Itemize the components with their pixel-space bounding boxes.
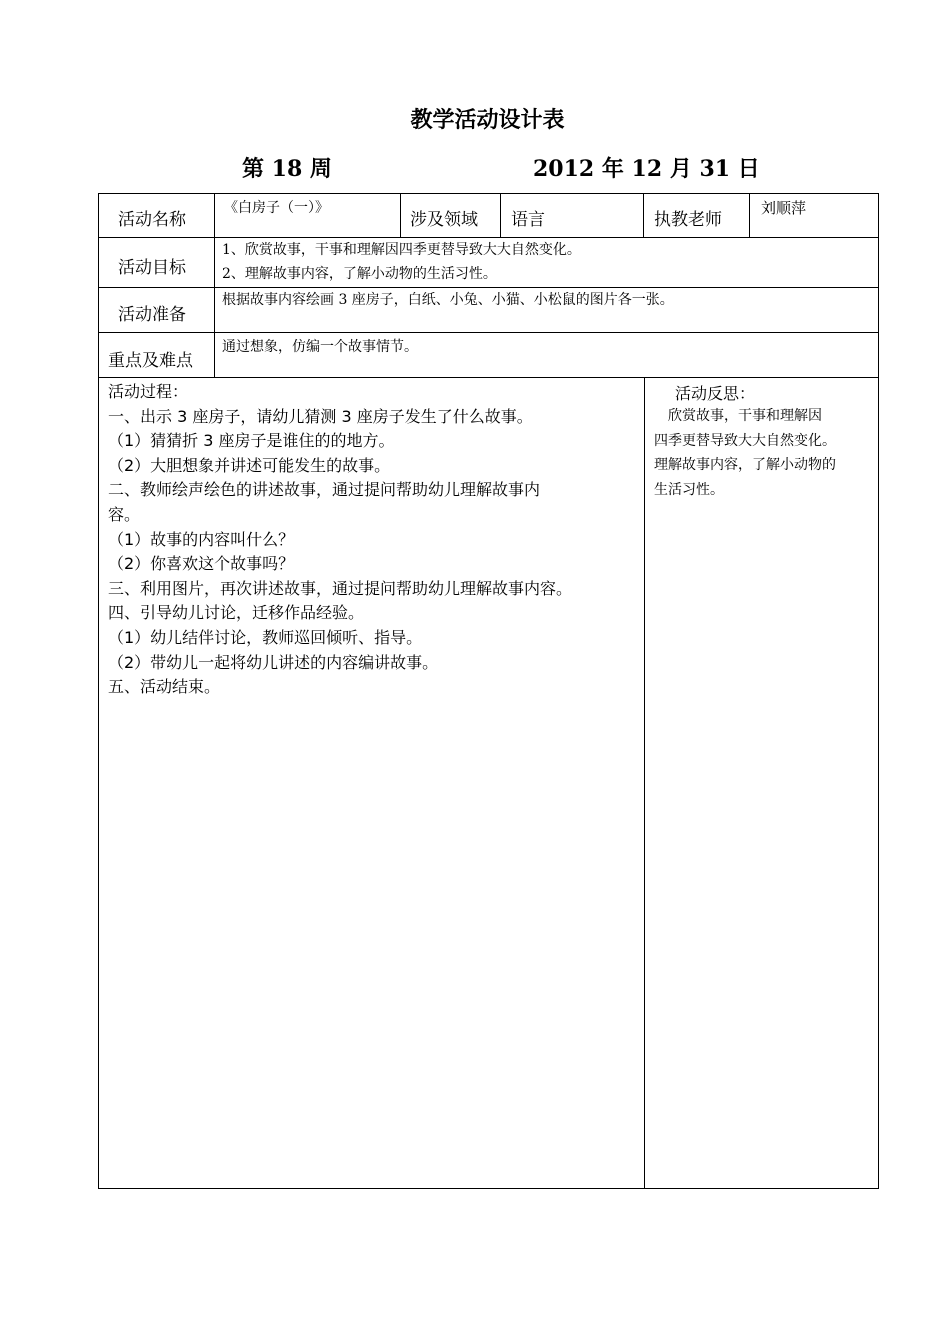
week-label: 第 18 周 bbox=[242, 156, 332, 182]
process-line: 活动过程： bbox=[108, 382, 189, 401]
process-line: 容。 bbox=[108, 504, 141, 524]
process-line: （2）带幼儿一起将幼儿讲述的内容编讲故事。 bbox=[108, 652, 439, 672]
prep-label: 活动准备 bbox=[118, 305, 186, 325]
domain-label: 涉及领域 bbox=[410, 210, 478, 230]
date-label: 2012 年 12 月 31 日 bbox=[533, 156, 760, 182]
prep-value: 根据故事内容绘画 3 座房子，白纸、小兔、小猫、小松鼠的图片各一张。 bbox=[222, 292, 674, 308]
process-line: 二、教师绘声绘色的讲述故事，通过提问帮助幼儿理解故事内 bbox=[108, 480, 541, 500]
reflection-line: 生活习性。 bbox=[654, 481, 724, 498]
process-line: 一、出示 3 座房子，请幼儿猜测 3 座房子发生了什么故事。 bbox=[108, 406, 533, 426]
process-line: （1）幼儿结伴讨论，教师巡回倾听、指导。 bbox=[108, 627, 423, 647]
teacher-label: 执教老师 bbox=[654, 210, 722, 230]
activity-name-value: 《白房子（一）》 bbox=[224, 200, 329, 216]
col-divider bbox=[644, 377, 645, 1189]
teacher-value: 刘顺萍 bbox=[761, 199, 807, 217]
page-title: 教学活动设计表 bbox=[410, 107, 565, 133]
activity-name-label: 活动名称 bbox=[118, 210, 186, 230]
process-line: （2）大胆想象并讲述可能发生的故事。 bbox=[108, 455, 391, 475]
goal-line: 1、欣赏故事，干事和理解因四季更替导致大大自然变化。 bbox=[222, 242, 581, 258]
col-divider bbox=[749, 193, 750, 237]
row-divider bbox=[98, 377, 879, 378]
process-line: 四、引导幼儿讨论，迁移作品经验。 bbox=[108, 603, 365, 623]
reflection-line: 理解故事内容，了解小动物的 bbox=[654, 457, 836, 473]
process-line: 三、利用图片，再次讲述故事，通过提问帮助幼儿理解故事内容。 bbox=[108, 578, 573, 598]
col-divider bbox=[500, 193, 501, 237]
goal-line: 2、理解故事内容，了解小动物的生活习性。 bbox=[222, 266, 497, 282]
process-line: （1）故事的内容叫什么？ bbox=[108, 529, 295, 549]
reflection-line: 欣赏故事，干事和理解因 bbox=[654, 408, 822, 424]
domain-value: 语言 bbox=[511, 210, 545, 230]
goal-label: 活动目标 bbox=[118, 258, 186, 278]
process-line: 五、活动结束。 bbox=[108, 677, 221, 697]
reflection-title: 活动反思： bbox=[675, 384, 756, 403]
reflection-line: 四季更替导致大大自然变化。 bbox=[654, 432, 836, 449]
process-line: （1）猜猜折 3 座房子是谁住的的地方。 bbox=[108, 431, 395, 451]
key-label: 重点及难点 bbox=[108, 351, 193, 371]
row-divider bbox=[98, 332, 879, 333]
key-value: 通过想象，仿编一个故事情节。 bbox=[222, 339, 418, 355]
reflection-section bbox=[654, 404, 872, 502]
col-divider bbox=[643, 193, 644, 237]
process-line: （2）你喜欢这个故事吗？ bbox=[108, 554, 295, 574]
col-divider bbox=[400, 193, 401, 237]
col-divider bbox=[214, 193, 215, 377]
process-section bbox=[108, 380, 638, 700]
